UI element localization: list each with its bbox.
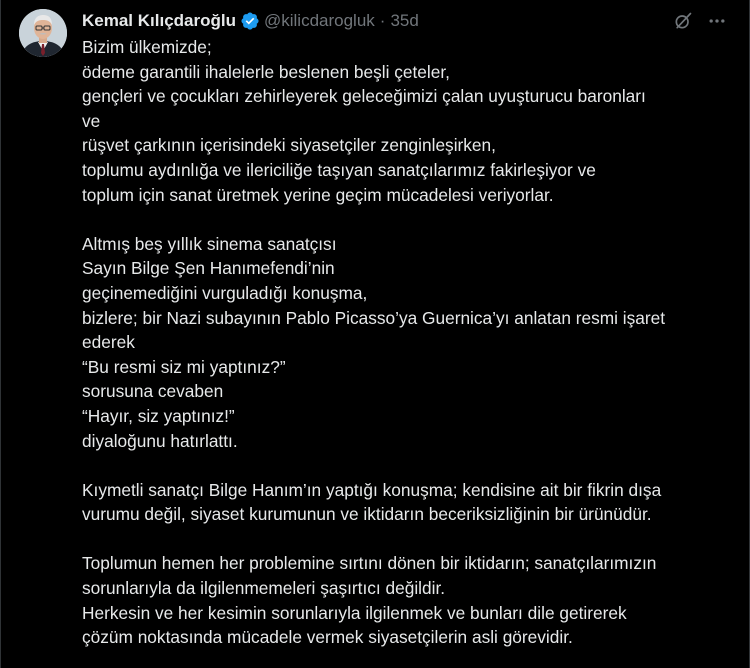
text-line: sorunlarıyla da ilgilenmemeleri şaşırtıcı değildir. (82, 578, 446, 599)
timestamp[interactable]: 35d (390, 11, 419, 30)
text-line: Altmış beş yıllık sinema sanatçısı (82, 233, 337, 254)
text-line: ve (82, 110, 101, 131)
separator-dot: · (379, 11, 386, 30)
text-line: sorusuna cevaben (82, 381, 224, 402)
text-line: vurumu değil, siyaset kurumunun ve iktidarın beceriksizliğinin bir ürünüdür. (82, 504, 652, 525)
text-line: diyaloğunu hatırlattı. (82, 430, 238, 451)
header-actions (671, 10, 729, 32)
grok-icon[interactable] (671, 10, 695, 32)
text-line: “Hayır, siz yaptınız!” (82, 405, 235, 426)
text-line: Sayın Bilge Şen Hanımefendi’nin (82, 258, 335, 279)
author-name[interactable]: Kemal Kılıçdaroğlu (82, 11, 236, 30)
more-options-icon[interactable] (705, 10, 729, 32)
text-line: gençleri ve çocukları zehirleyerek geleceğimizi çalan uyuşturucu baronları (82, 86, 646, 107)
text-line: çözüm noktasında mücadele vermek siyasetçilerin asli görevidir. (82, 627, 573, 648)
text-line: toplumu aydınlığa ve ilericiliğe taşıyan sanatçılarımız fakirleşiyor ve (82, 159, 596, 180)
paragraph-gap (82, 453, 737, 478)
text-line: ederek (82, 332, 135, 353)
text-line: Bizim ülkemizde; (82, 37, 212, 57)
author-handle[interactable]: @kilicdarogluk (263, 11, 375, 30)
tweet-text (82, 35, 737, 650)
text-line: toplum için sanat üretmek yerine geçim mücadelesi veriyorlar. (82, 184, 554, 205)
paragraph-gap (82, 527, 737, 552)
text-line: Kıymetli sanatçı Bilge Hanım’ın yaptığı konuşma; kendisine ait bir fikrin dışa (82, 479, 662, 500)
text-line: rüşvet çarkının içerisindeki siyasetçiler zenginleşirken, (82, 135, 496, 156)
text-line: Herkesin ve her kesimin sorunlarıyla ilgilenmek ve bunları dile getirerek (82, 602, 627, 623)
text-line: ödeme garantili ihalelerle beslenen beşli çeteler, (82, 61, 450, 82)
text-line: bizlere; bir Nazi subayının Pablo Picasso’ya Guernica’yı anlatan resmi işaret (82, 307, 666, 328)
verified-badge-icon[interactable] (240, 11, 260, 31)
avatar[interactable] (19, 9, 67, 57)
tweet-header (82, 10, 729, 32)
text-line: “Bu resmi siz mi yaptınız?” (82, 356, 286, 377)
text-line: Toplumun hemen her problemine sırtını dönen bir iktidarın; sanatçılarımızın (82, 553, 657, 574)
text-line: geçinemediğini vurguladığı konuşma, (82, 282, 368, 303)
paragraph-gap (82, 207, 737, 232)
